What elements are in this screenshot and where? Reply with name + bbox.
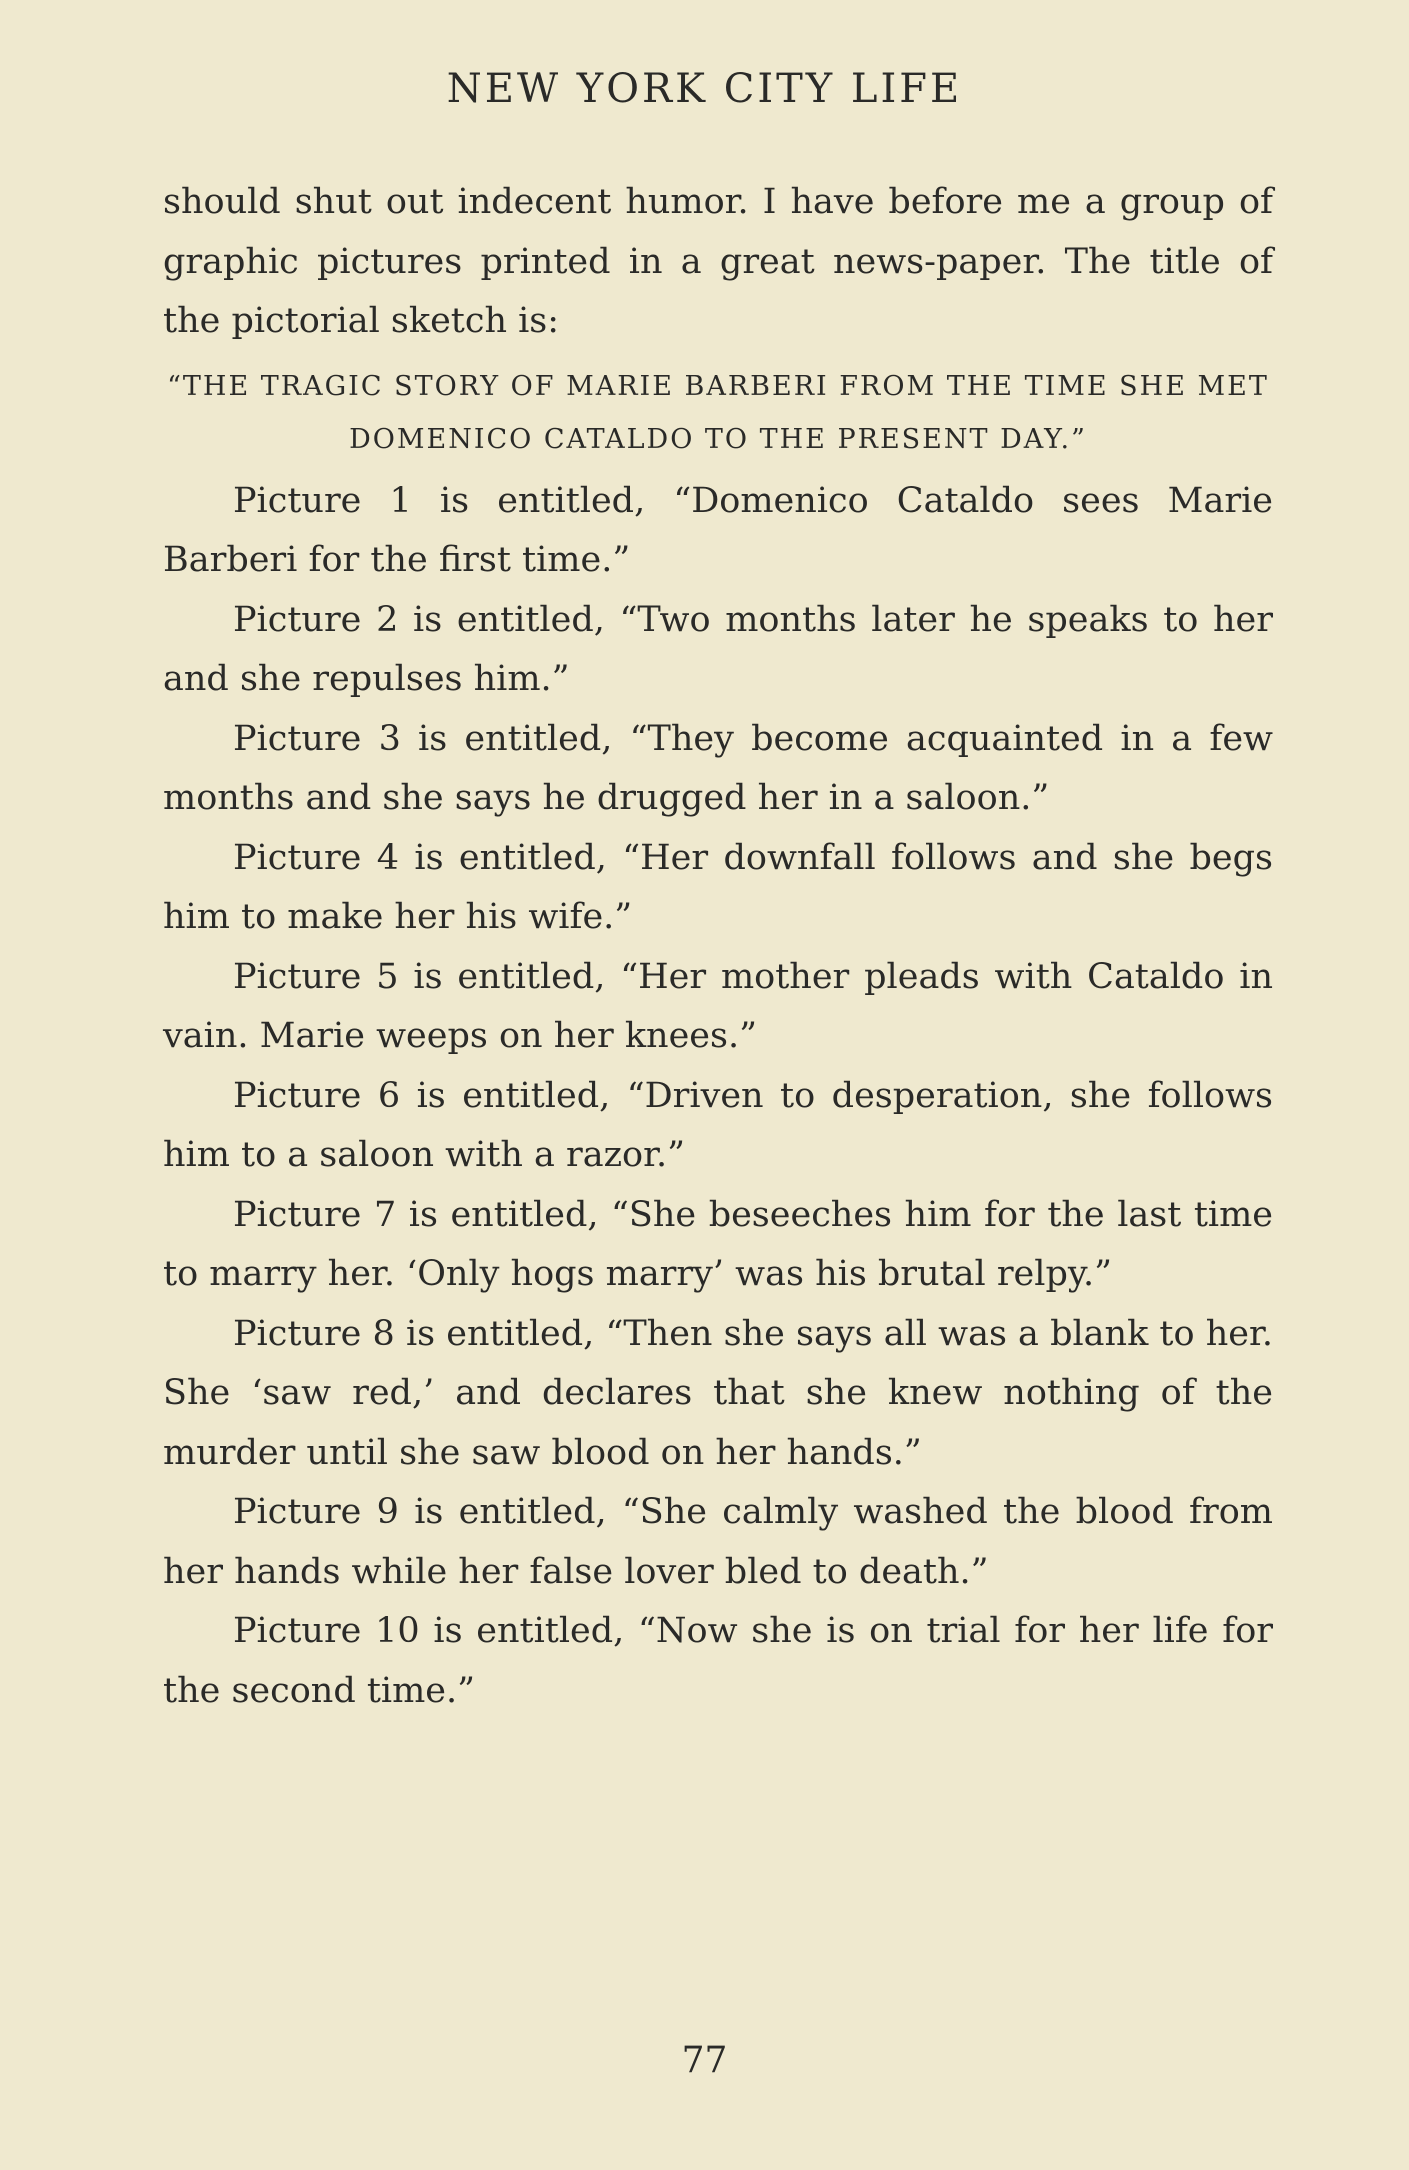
- paragraph-picture-8: Picture 8 is entitled, “Then she says all was a blank to her. She ‘saw red,’ and declares that she knew nothing of the murder until she saw blood on her hands.”: [163, 1313, 1273, 1473]
- paragraph-picture-2: Picture 2 is entitled, “Two months later he speaks to her and she repulses him.”: [163, 599, 1273, 699]
- paragraph-picture-3: Picture 3 is entitled, “They become acquainted in a few months and she says he drugged her in a saloon.”: [163, 718, 1273, 818]
- page-number: 77: [681, 2040, 728, 2081]
- running-title: NEW YORK CITY LIFE: [446, 66, 963, 112]
- paragraph-picture-5: Picture 5 is entitled, “Her mother pleads with Cataldo in vain. Marie weeps on her knees.”: [163, 956, 1273, 1056]
- paragraph-picture-9: Picture 9 is entitled, “She calmly washed the blood from her hands while her false lover bled to death.”: [163, 1492, 1273, 1592]
- paragraph-intro: should shut out indecent humor. I have before me a group of graphic pictures printed in a great news-paper. The title of the pictorial sketch is:: [163, 182, 1273, 341]
- body-text: [163, 173, 1273, 1721]
- paragraph-picture-4: Picture 4 is entitled, “Her downfall follows and she begs him to make her his wife.”: [163, 837, 1273, 937]
- paragraph-picture-6: Picture 6 is entitled, “Driven to desperation, she follows him to a saloon with a razor.”: [163, 1075, 1273, 1175]
- paragraph-picture-7: Picture 7 is entitled, “She beseeches him for the last time to marry her. ‘Only hogs marry’ was his brutal relpy.”: [163, 1194, 1273, 1294]
- paragraph-picture-1: Picture 1 is entitled, “Domenico Cataldo sees Marie Barberi for the first time.”: [163, 480, 1273, 580]
- sketch-title-caption: “THE TRAGIC STORY OF MARIE BARBERI FROM THE TIME SHE MET DOMENICO CATALDO TO THE PRESENT DAY.”: [167, 370, 1269, 455]
- paragraph-picture-10: Picture 10 is entitled, “Now she is on trial for her life for the second time.”: [163, 1611, 1273, 1711]
